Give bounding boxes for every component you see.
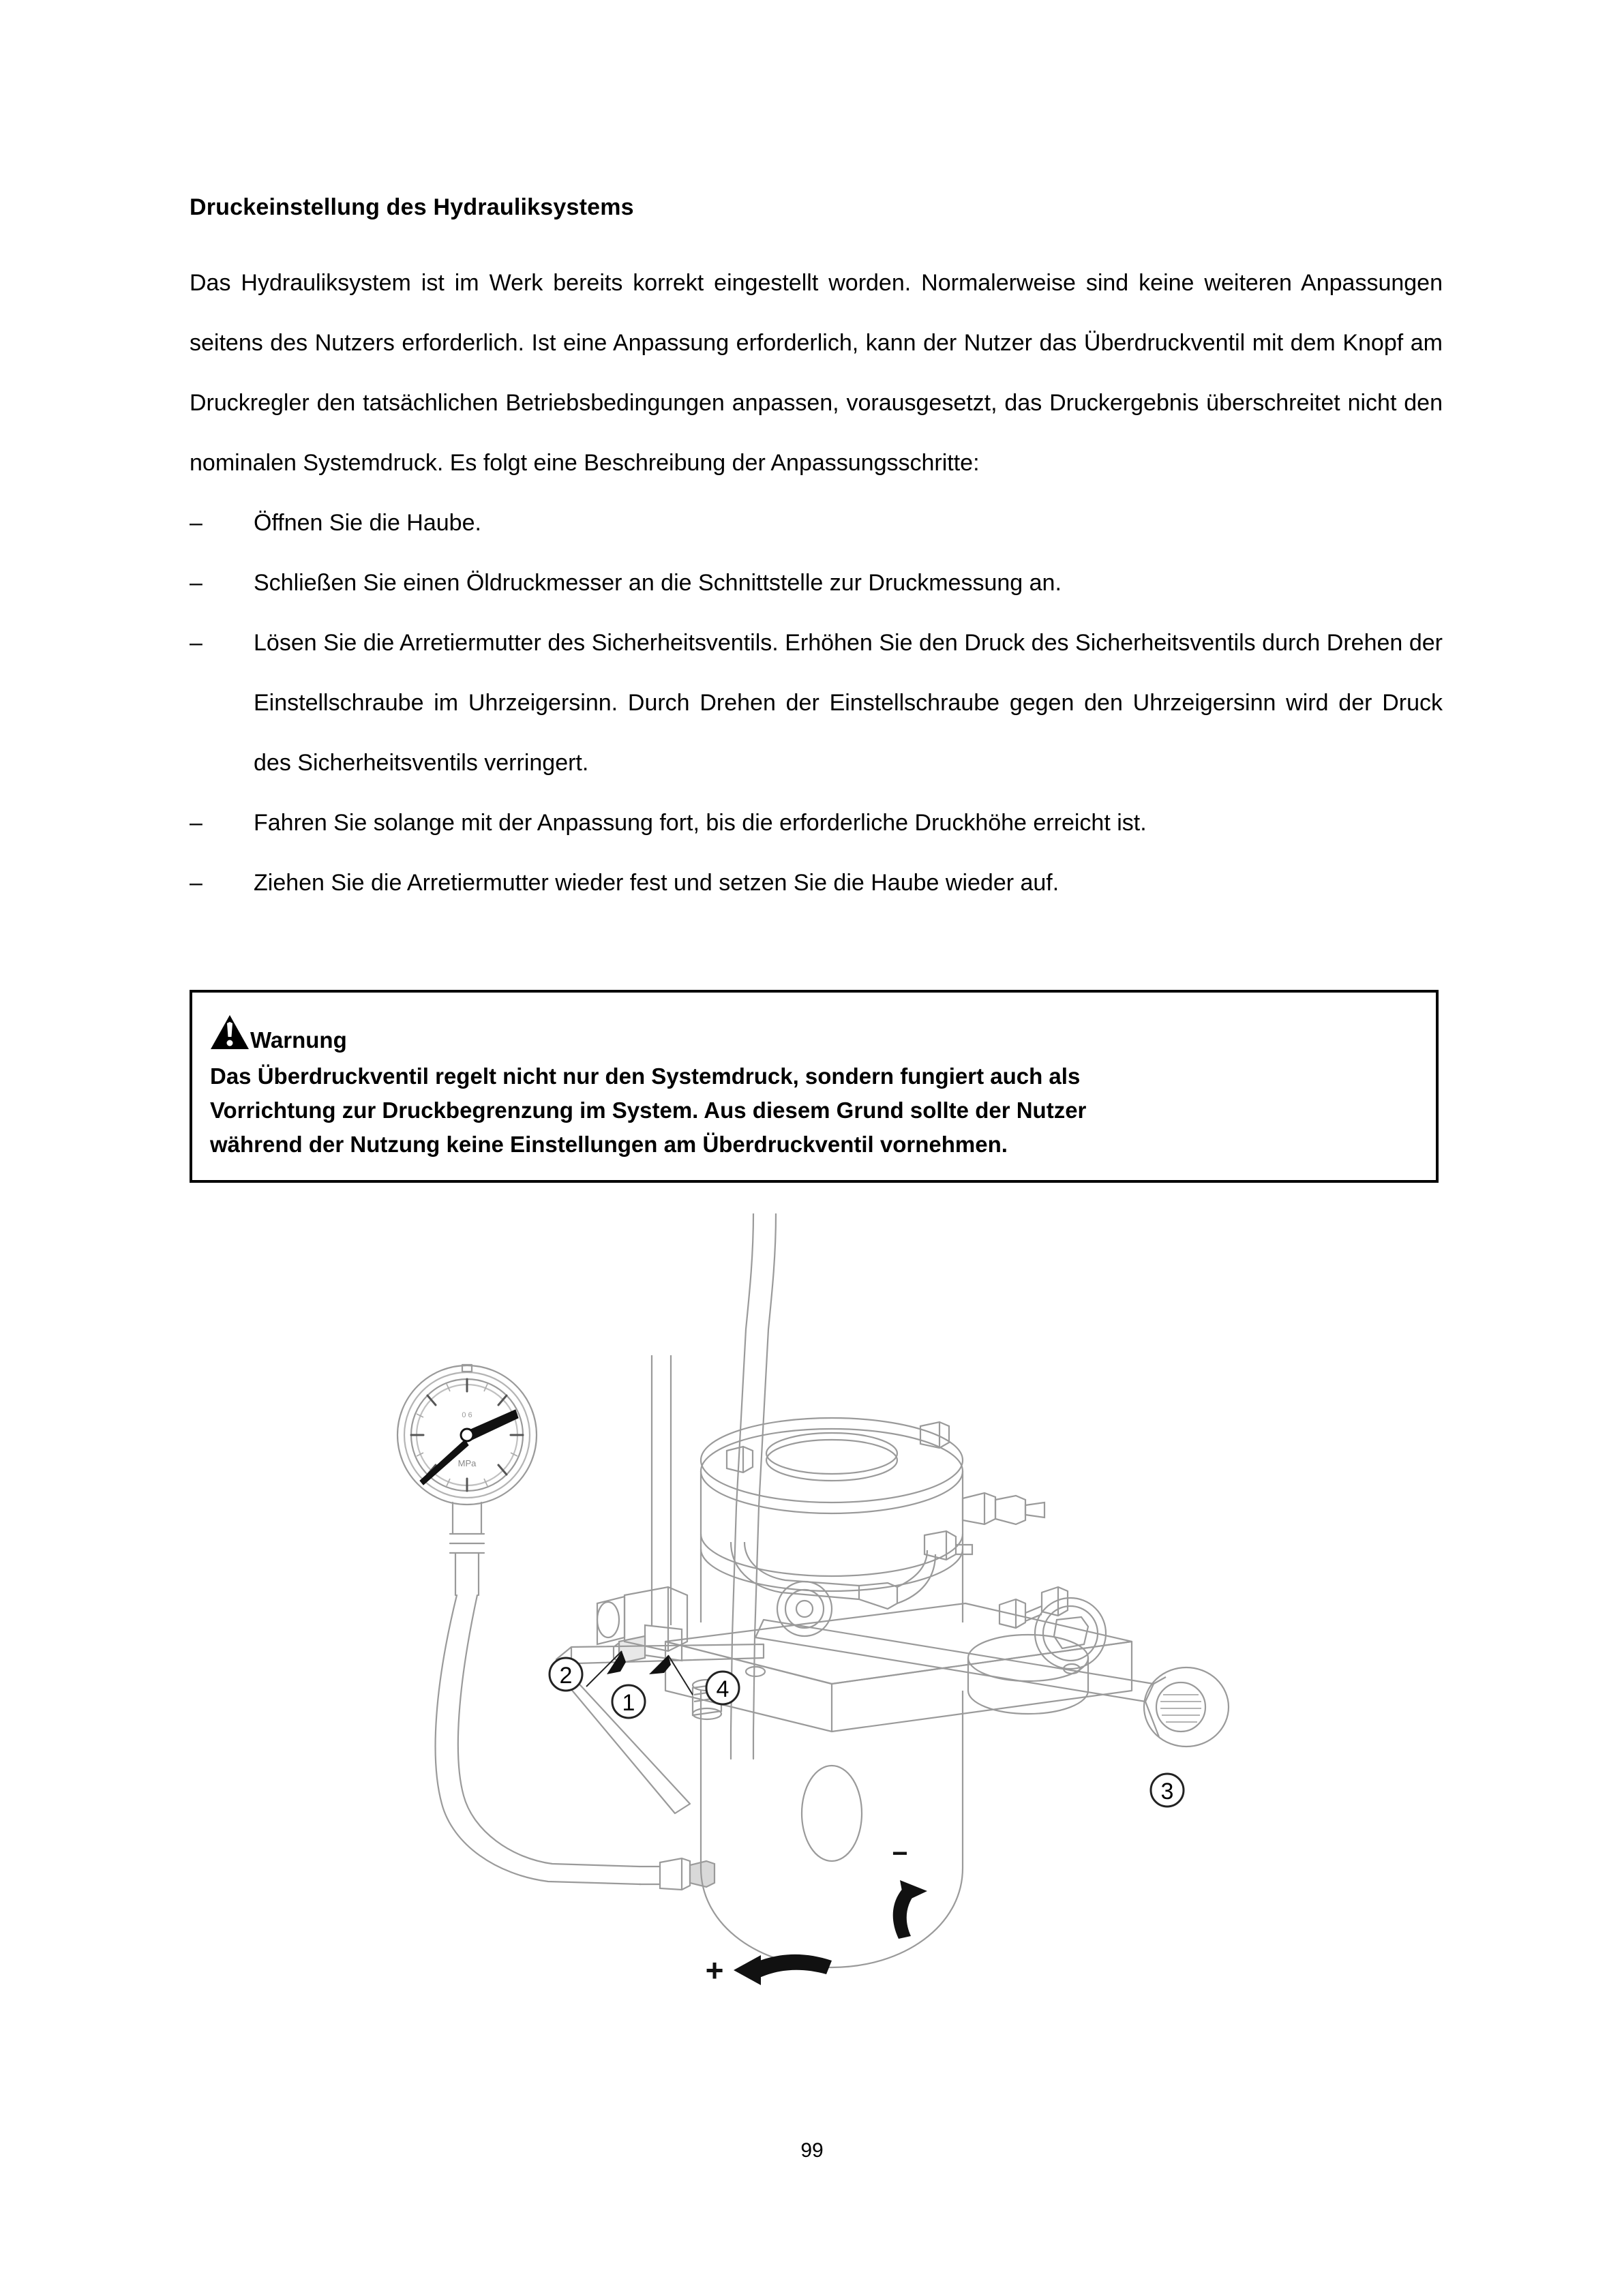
list-item-label: Fahren Sie solange mit der Anpassung fort, bis die erforderliche Druckhöhe erreicht ist. <box>254 810 1147 836</box>
bullet-dash-icon: – <box>190 870 202 896</box>
gauge-needle <box>420 1410 518 1485</box>
rotation-plus-label: + <box>705 1952 724 1988</box>
warning-line: Vorrichtung zur Druckbegrenzung im System. Aus diesem Grund sollte der Nutzer <box>210 1098 1087 1123</box>
bullet-dash-icon: – <box>190 810 202 836</box>
rotation-plus-arrow <box>734 1954 832 1985</box>
warning-line: Das Überdruckventil regelt nicht nur den Systemdruck, sondern fungiert auch als <box>210 1063 1081 1089</box>
list-item-label: Öffnen Sie die Haube. <box>254 510 481 537</box>
gauge-scale-text: 0 6 <box>462 1411 472 1419</box>
bullet-dash-icon: – <box>190 570 202 596</box>
list-item-label: Ziehen Sie die Arretiermutter wieder fest und setzen Sie die Haube wieder auf. <box>254 870 1059 896</box>
pulley-detail <box>777 1582 832 1636</box>
list-item <box>190 493 1443 553</box>
gauge-unit-label: MPa <box>457 1458 477 1468</box>
page-title: Druckeinstellung des Hydrauliksystems <box>190 194 634 220</box>
rotation-minus-label: − <box>892 1839 908 1869</box>
procedure-list <box>190 493 1443 913</box>
page-number: 99 <box>800 2139 824 2162</box>
warning-box <box>190 990 1439 1183</box>
callout-3 <box>1151 1774 1184 1807</box>
spanner-knurl <box>1160 1695 1201 1722</box>
list-item <box>190 793 1443 853</box>
warning-text <box>192 1050 1436 1162</box>
callout-4-label: 4 <box>716 1676 730 1702</box>
hose-end-fitting <box>660 1858 715 1890</box>
callout-1-label: 1 <box>622 1690 635 1716</box>
rotation-minus-arrow <box>893 1880 927 1939</box>
intro-paragraph: Das Hydrauliksystem ist im Werk bereits korrekt eingestellt worden. Normalerweise sind keine weiteren Anpassungen seitens des Nutzers erforderlich. Ist eine Anpassung erforderlich, kann der Nutzer das Überdruckventil mit dem Knopf am Druckregler den tatsächlichen Betriebsbedingungen anpassen, vorausgesetzt, das Druckergebnis überschreitet nicht den nominalen Systemdruck. Es folgt eine Beschreibung der Anpassungsschritte: <box>190 270 1443 477</box>
warning-label: Warnung <box>250 1027 347 1053</box>
callout-2-label: 2 <box>559 1663 573 1689</box>
callout-2 <box>550 1658 582 1691</box>
callout-4 <box>706 1672 739 1704</box>
list-item <box>190 853 1443 913</box>
callout-1 <box>612 1685 645 1718</box>
callout-3-label: 3 <box>1160 1779 1174 1804</box>
warning-line: während der Nutzung keine Einstellungen am Überdruckventil vornehmen. <box>210 1132 1008 1157</box>
list-item <box>190 613 1443 793</box>
bullet-dash-icon: – <box>190 630 202 656</box>
flexible-hose <box>436 1595 660 1884</box>
warning-triangle-icon <box>210 1014 250 1050</box>
hydraulic-pressure-adjustment-diagram <box>382 1213 1268 2113</box>
bullet-dash-icon: – <box>190 510 202 537</box>
list-item <box>190 553 1443 613</box>
page-content <box>190 195 1443 913</box>
tank-outlet-fitting <box>963 1493 1044 1524</box>
list-item-label: Schließen Sie einen Öldruckmesser an die Schnittstelle zur Druckmessung an. <box>254 570 1062 596</box>
list-item-label: Lösen Sie die Arretiermutter des Sicherheitsventils. Erhöhen Sie den Druck des Sicherheitsventils durch Drehen der Einstellschraube im Uhrzeigersinn. Durch Drehen der Einstellschraube gegen den Uhrzeigersinn wird der Druck des Sicherheitsventils verringert. <box>254 630 1443 776</box>
warning-header <box>192 993 1436 1053</box>
